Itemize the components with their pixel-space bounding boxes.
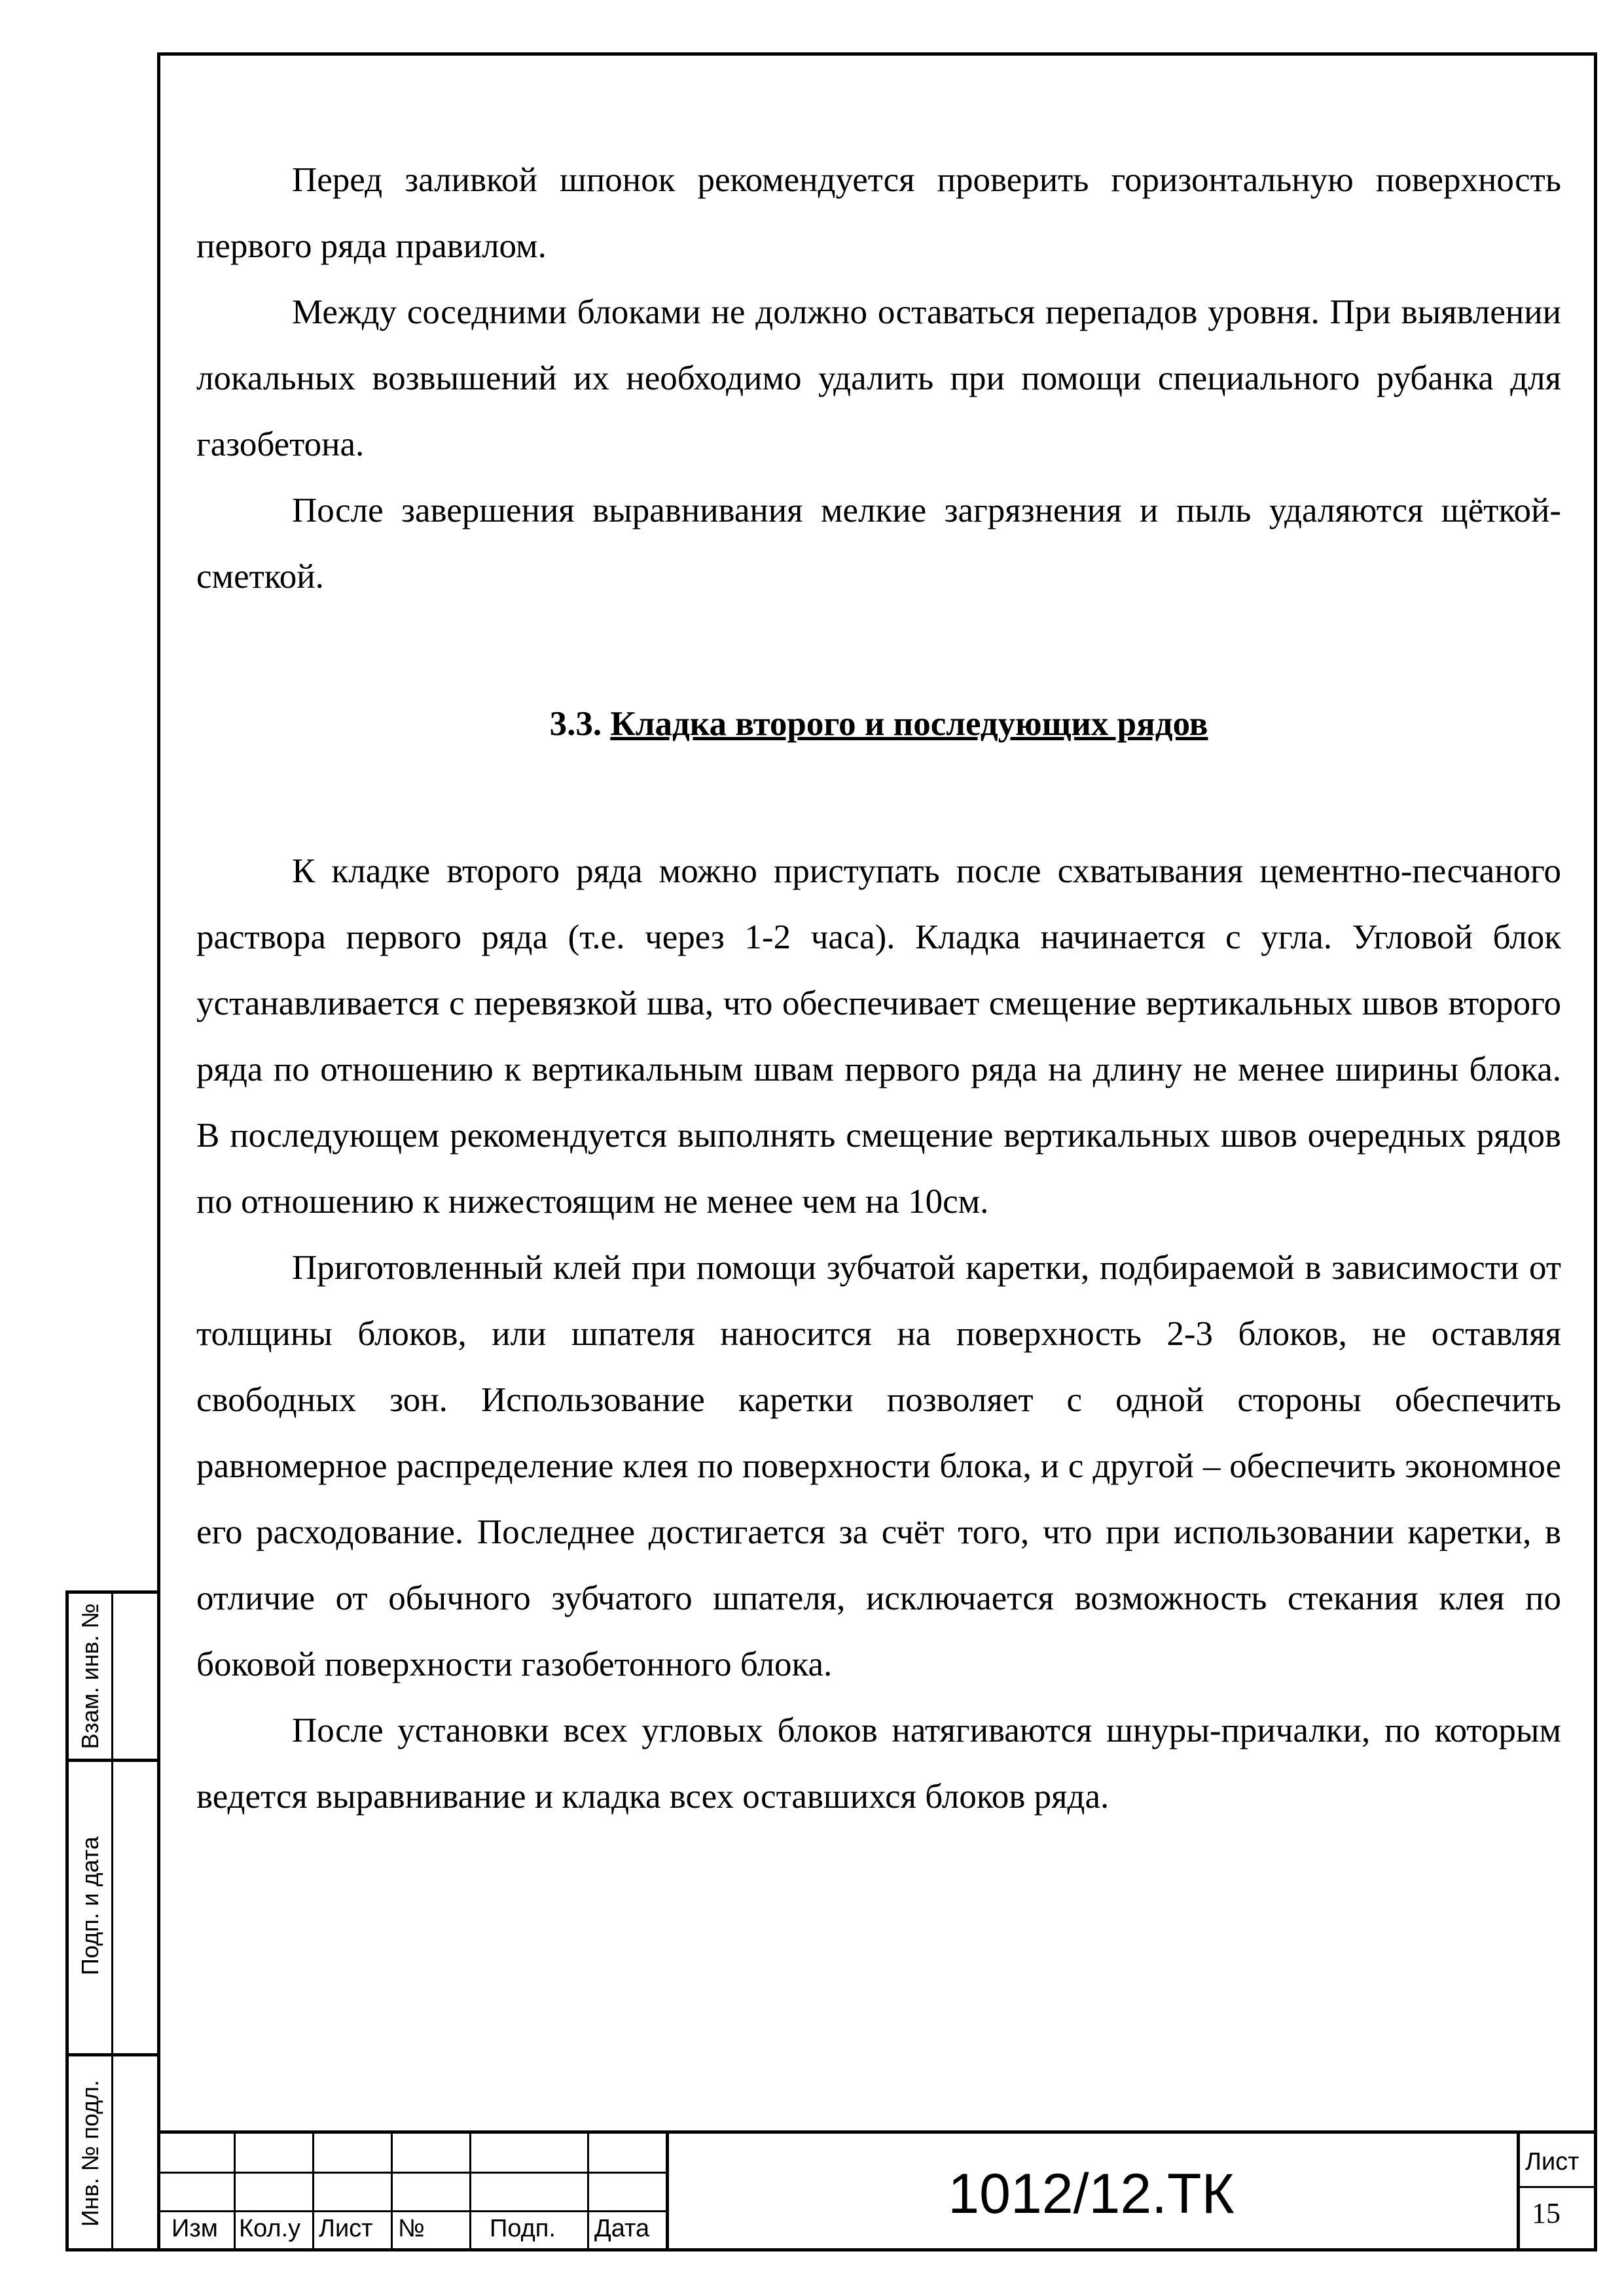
stamp-col-data: Дата — [594, 2215, 650, 2242]
paragraph-4: К кладке второго ряда можно приступать после схватывания цементно-песчаного раствора первого ряда (т.е. через 1-2 часа). Кладка начинается с угла. Угловой блок устанавливается с перевязкой шва, что обеспечивает смещение вертикальных швов второго ряда по отношению к вертикальным швам первого ряда на длину не менее ширины блока. В последующем рекомендуется выполнять смещение вертикальных швов очередных рядов по отношению к нижестоящим не менее чем на 10см. — [196, 852, 1561, 1221]
stamp-col-izm: Изм — [171, 2215, 218, 2242]
stamp-row-line — [157, 2172, 666, 2174]
section-title: Кладка второго и последующих рядов — [610, 705, 1208, 743]
paragraph-5: Приготовленный клей при помощи зубчатой каретки, подбираемой в зависимости от толщины блоков, или шпателя наносится на поверхность 2-3 блоков, не оставляя свободных зон. Использование каретки позволяет с одной стороны обеспечить равномерное распределение клея по поверхности блока, и с другой – обеспечить экономное его расходование. Последнее достигается за счёт того, что при использовании каретки, в отличие от обычного зубчатого шпателя, исключается возможность стекания клея по боковой поверхности газобетонного блока. — [196, 1249, 1561, 1683]
side-strip-divider — [69, 1759, 160, 1762]
side-strip-vline — [111, 1594, 113, 2248]
stamp-col-line — [587, 2134, 589, 2251]
stamp-col-podp: Подп. — [490, 2215, 556, 2242]
side-label-podp-text: Подп. и дата — [77, 1836, 103, 1976]
sheet-label: Лист — [1525, 2148, 1579, 2176]
title-block — [157, 2130, 1597, 2251]
paragraph-6: После установки всех угловых блоков натягиваются шнуры-причалки, по которым ведется выравнивание и кладка всех оставшихся блоков ряда. — [196, 1712, 1561, 1816]
paragraph-1: Перед заливкой шпонок рекомендуется проверить горизонтальную поверхность первого ряда правилом. — [196, 161, 1561, 265]
side-label-inv-text: Инв. № подл. — [77, 2079, 103, 2227]
stamp-row-line — [1517, 2186, 1597, 2188]
section-number: 3.3. — [549, 705, 602, 743]
stamp-row-line — [157, 2210, 666, 2212]
stamp-col-line — [312, 2134, 314, 2251]
stamp-col-line — [1517, 2134, 1520, 2251]
section-heading — [196, 691, 1561, 757]
stamp-col-line — [234, 2134, 236, 2251]
stamp-col-kolu: Кол.у — [239, 2215, 301, 2242]
stamp-col-list: Лист — [319, 2215, 373, 2242]
side-strip-divider — [69, 2053, 160, 2056]
stamp-col-line — [469, 2134, 471, 2251]
document-body — [196, 147, 1561, 1830]
stamp-col-number: № — [398, 2215, 425, 2242]
sheet-number: 15 — [1532, 2197, 1561, 2229]
side-strip — [65, 1590, 157, 2251]
paragraph-3: После завершения выравнивания мелкие загрязнения и пыль удаляются щёткой-сметкой. — [196, 492, 1561, 596]
paragraph-2: Между соседними блоками не должно оставаться перепадов уровня. При выявлении локальных возвышений их необходимо удалить при помощи специального рубанка для газобетона. — [196, 293, 1561, 463]
side-label-vzam-text: Взам. инв. № — [77, 1603, 103, 1749]
stamp-col-line — [391, 2134, 393, 2251]
document-code: 1012/12.ТК — [948, 2162, 1235, 2225]
